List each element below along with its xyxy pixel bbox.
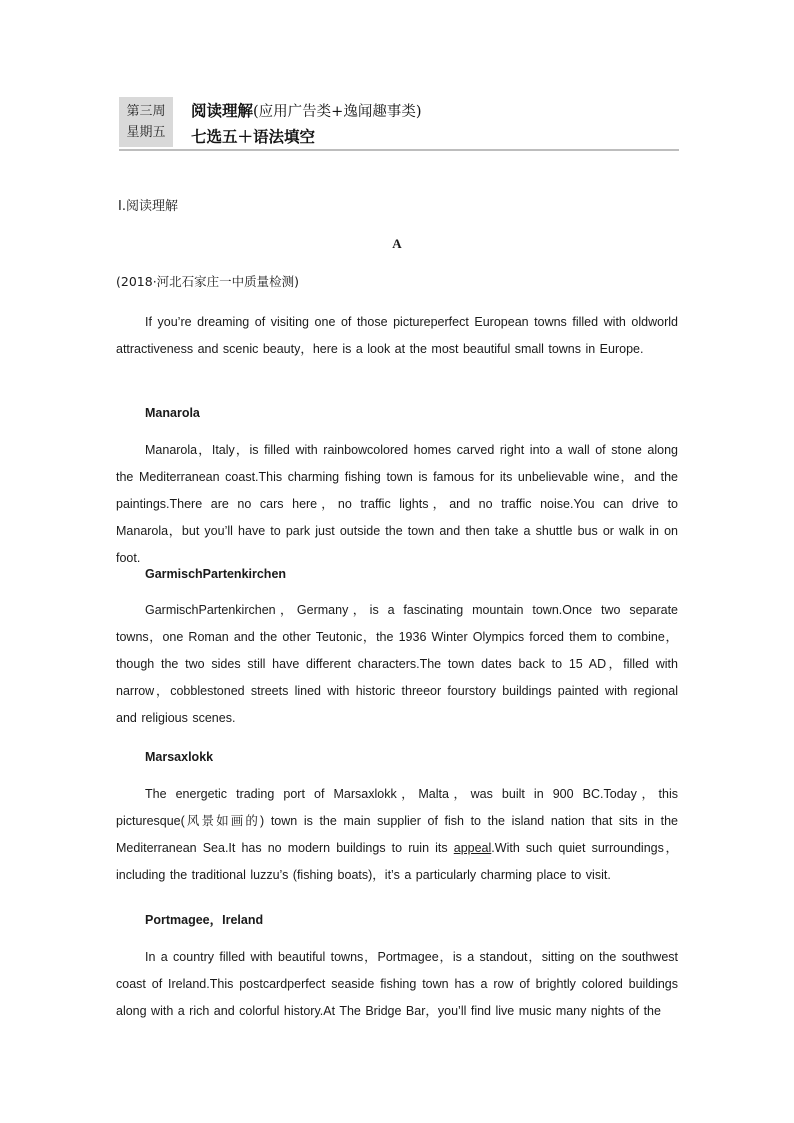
town-paragraph-garmisch: GarmischPartenkirchen，Germany，is a fascinating mountain town.Once two separate towns，one Roman and the other Teutonic，the 1936 Winter Olympics forced them to combine，though the two sides still have different characters.The town dates back to 15 AD，filled with narrow，cobblestoned streets lined with historic threeor fourstory buildings painted with regional and religious scenes. — [116, 603, 678, 725]
week-day-badge — [119, 97, 173, 147]
lesson-header — [119, 97, 679, 151]
town-paragraph-portmagee: In a country filled with beautiful towns，Portmagee，is a standout，sitting on the southwest coast of Ireland.This postcardperfect seaside fishing town has a row of brightly colored buildings along with a rich and colorful history.At The Bridge Bar，you’ll find live music many nights of the — [116, 950, 678, 1018]
week-label: 第三周 — [126, 104, 166, 119]
town-heading-manarola: Manarola — [145, 406, 200, 420]
passage-letter: A — [392, 236, 402, 251]
lesson-title-main: 阅读理解 — [191, 102, 254, 120]
town-heading-marsaxlokk: Marsaxlokk — [145, 750, 214, 764]
town-heading-garmisch: GarmischPartenkirchen — [145, 567, 287, 581]
town-paragraph-manarola: Manarola，Italy，is filled with rainbowcolored homes carved right into a wall of stone along the Mediterranean coast.This charming fishing town is famous for its unbelievable wine，and the paintings.There are no cars here，no traffic lights，and no traffic noise.You can drive to Manarola，but you’ll have to park just outside the town and then take a shuttle bus or walk in on foot. — [116, 443, 678, 565]
lesson-title-sub: (应用广告类+逸闻趣事类) — [253, 104, 422, 120]
marsaxlokk-text-after: .With such quiet surroundings，including the traditional luzzu’s (fishing boats)，it’s a particularly charming place to visit. — [116, 841, 678, 882]
town-paragraph-marsaxlokk — [116, 781, 678, 889]
lesson-title — [191, 99, 421, 121]
marsaxlokk-text-before: The energetic trading port of Marsaxlokk，Malta，was built in 900 BC.Today，this picturesque(风景如画的) town is the main supplier of fish to the island nation that sits in the Mediterranean Sea.It has no modern buildings to ruin its — [116, 787, 678, 855]
lesson-subtitle: 七选五＋语法填空 — [191, 128, 316, 146]
underlined-word-appeal: appeal — [453, 841, 492, 855]
passage-source: (2018·河北石家庄一中质量检测) — [116, 274, 300, 289]
day-label: 星期五 — [126, 125, 166, 140]
intro-paragraph: If you’re dreaming of visiting one of those pictureperfect European towns filled with oldworld attractiveness and scenic beauty，here is a look at the most beautiful small towns in Europe. — [116, 315, 678, 356]
town-heading-portmagee: Portmagee，Ireland — [145, 913, 264, 927]
section-heading: Ⅰ.阅读理解 — [118, 199, 178, 214]
